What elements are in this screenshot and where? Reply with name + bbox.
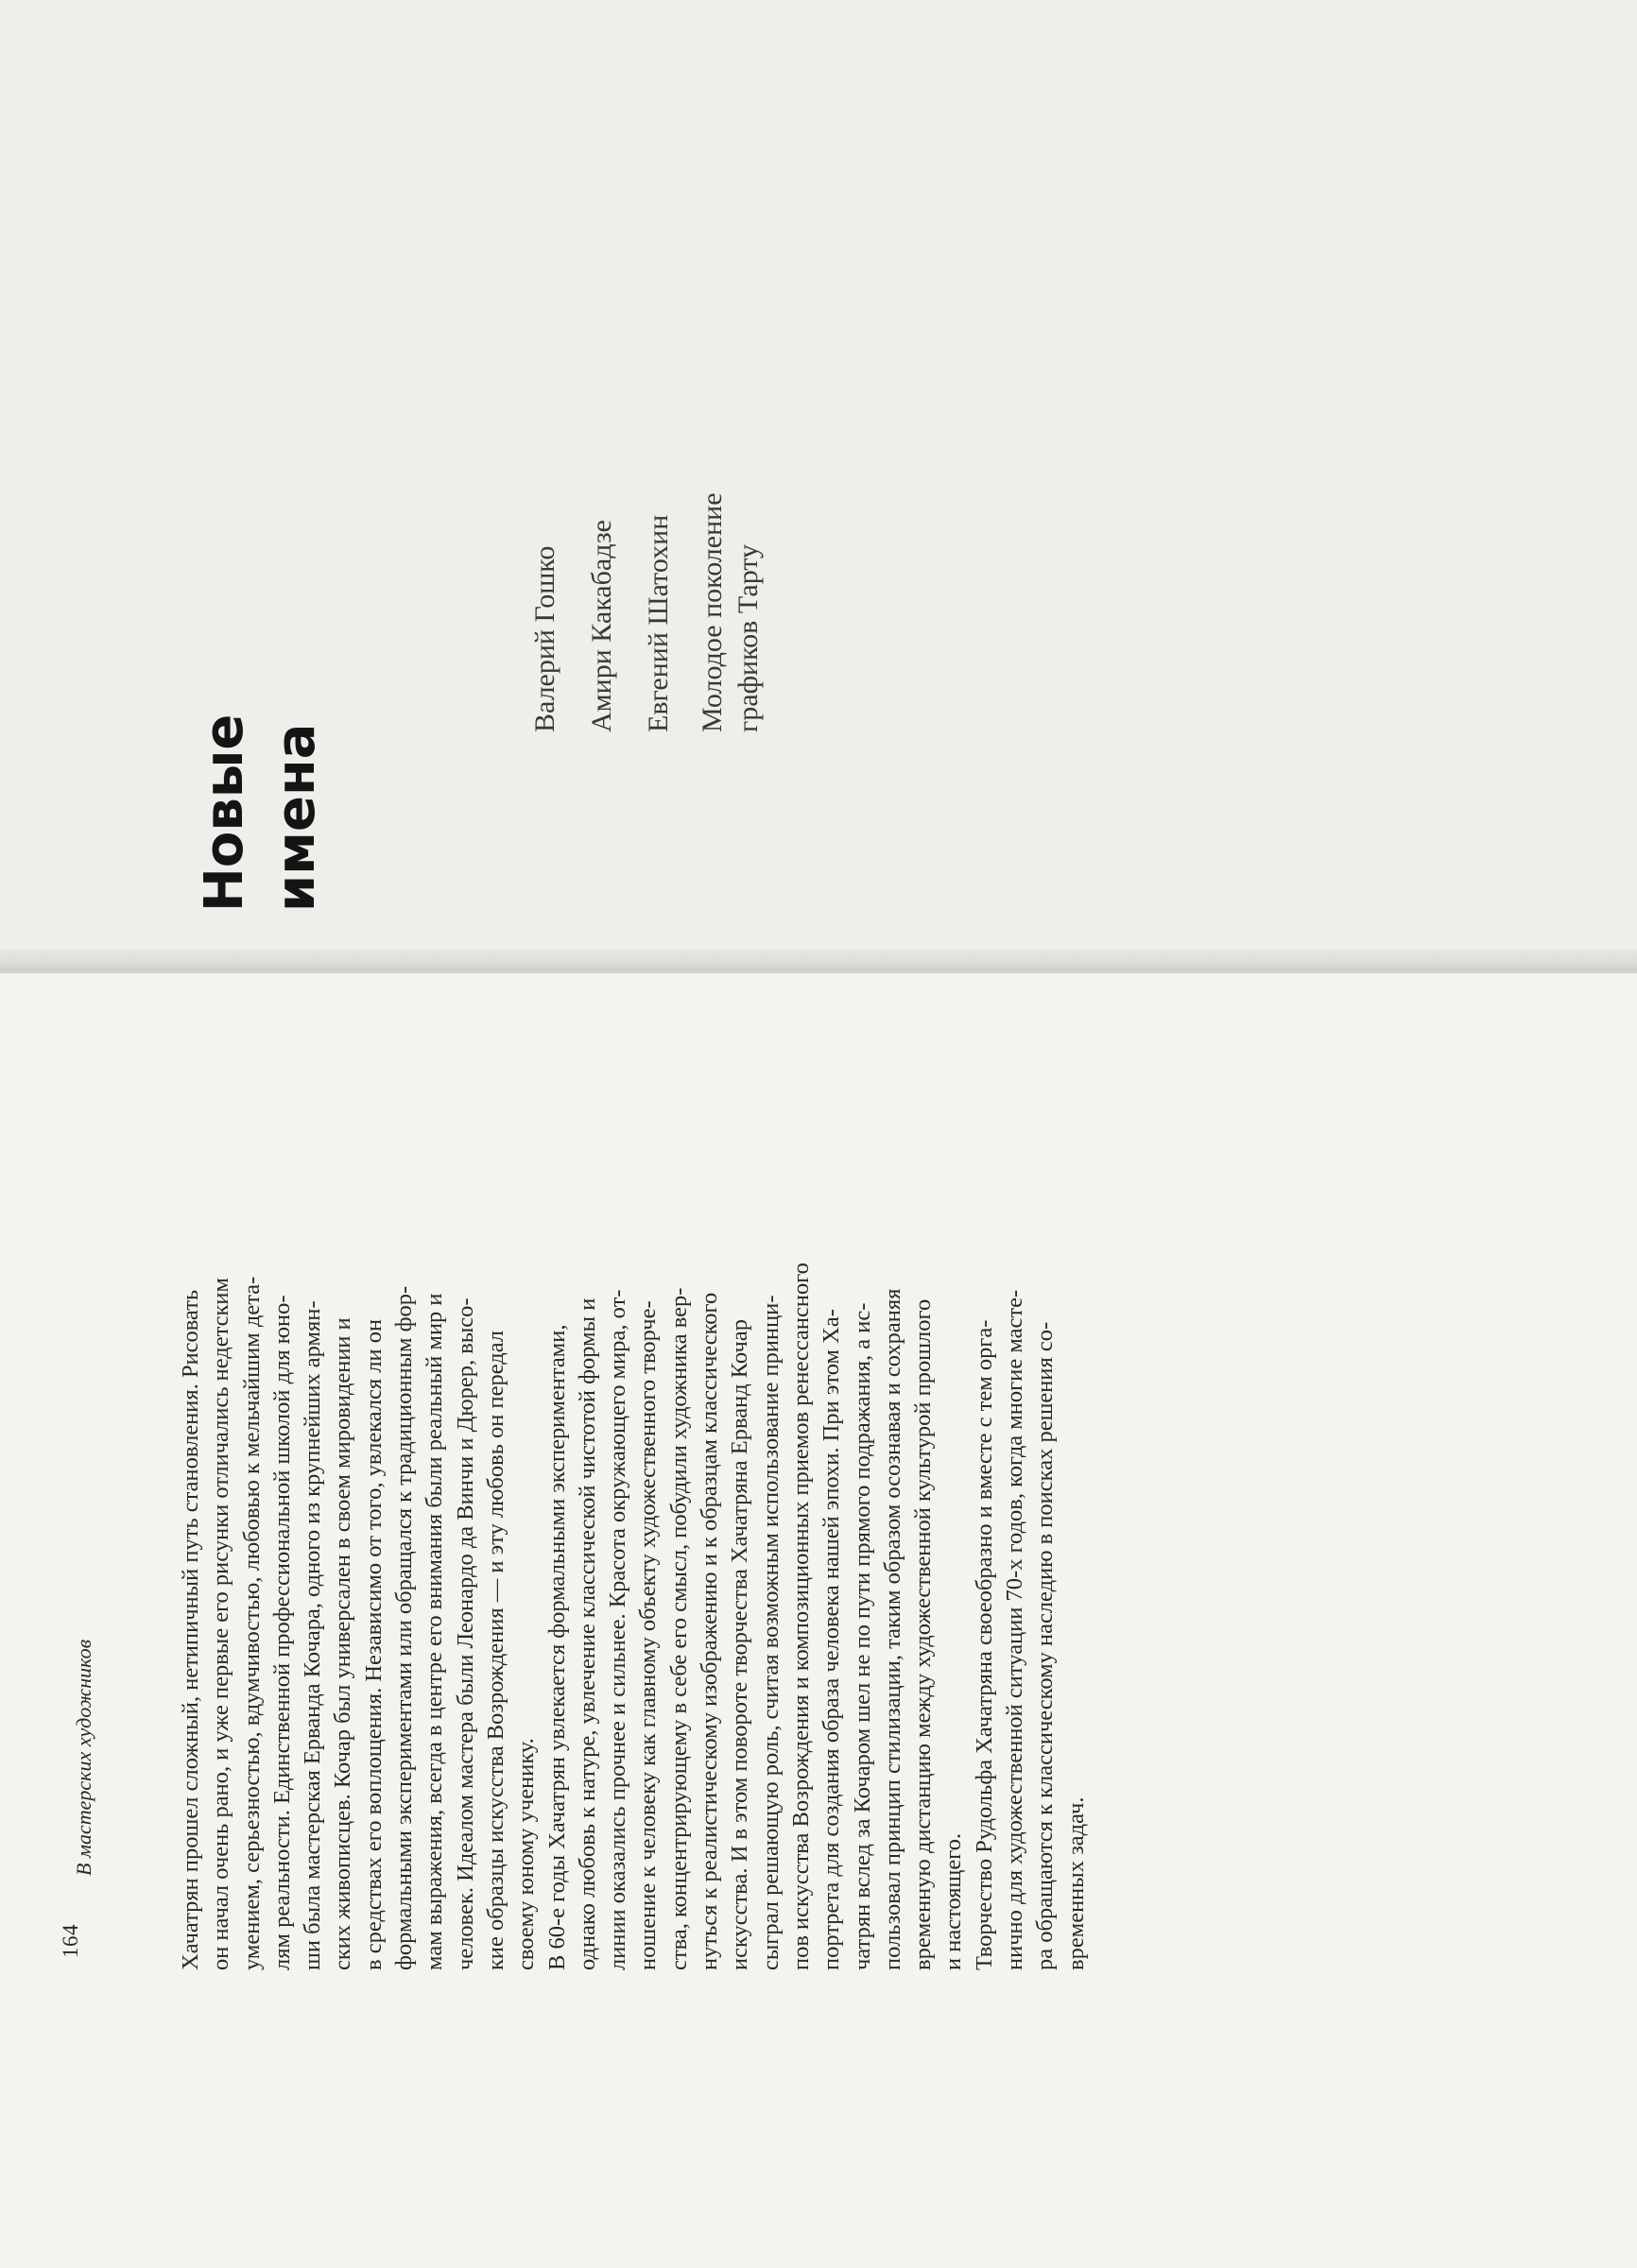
body-line: искусства. И в этом повороте творчества Хачатряна Ерванд Кочар bbox=[727, 1319, 753, 1970]
body-line: он начал очень рано, и уже первые его рисунки отличались недетским bbox=[208, 1277, 234, 1970]
body-line: лям реальности. Единственной профессиональной школой для юно- bbox=[268, 1295, 295, 1970]
body-line: человек. Идеалом мастера были Леонардо да Винчи и Дюрер, высо- bbox=[452, 1297, 478, 1970]
contents-item bbox=[638, 260, 679, 732]
body-line: сыграл решающую роль, считая возможным использование принци- bbox=[757, 1295, 784, 1970]
body-line: пов искусства Возрождения и композиционных приемов ренессансного bbox=[787, 1263, 814, 1970]
contents-item bbox=[581, 260, 622, 732]
body-line: ши была мастерская Ервандa Кочара, одного из крупнейших армян- bbox=[300, 1300, 326, 1970]
body-line: нуться к реалистическому изображению и к образцам классического bbox=[697, 1292, 723, 1970]
section-title bbox=[189, 628, 333, 912]
body-line: ских живописцев. Кочар был универсален в своем мировидении и bbox=[330, 1317, 356, 1970]
contents-item bbox=[525, 260, 565, 732]
body-line: пользовал принцип стилизации, таким образом осознавая и сохраняя bbox=[879, 1288, 905, 1970]
body-line: нично для художественной ситуации 70-х годов, когда многие масте- bbox=[1002, 1289, 1028, 1970]
contents-list bbox=[525, 260, 767, 732]
body-line: чатрян вслед за Кочаром шел не по пути прямого подражания, а ис- bbox=[849, 1302, 875, 1970]
contents-item-line: Молодое поколение bbox=[697, 492, 728, 732]
body-line: своему юному ученику. bbox=[513, 1738, 540, 1970]
contents-item-line: Валерий Гошко bbox=[529, 545, 560, 732]
body-line: ношение к человеку как главному объекту художественного творче- bbox=[635, 1300, 662, 1970]
contents-item bbox=[695, 260, 767, 732]
running-head: В мастерских художников bbox=[72, 1639, 95, 1876]
body-line: портрета для создания образа человека нашей эпохи. При этом Ха- bbox=[818, 1309, 845, 1970]
contents-item-line: графиков Тарту bbox=[732, 543, 764, 732]
body-line: кие образцы искусства Возрождения — и эту любовь он передал bbox=[482, 1330, 508, 1970]
title-line: имена bbox=[266, 723, 327, 912]
page-number: 164 bbox=[59, 1924, 82, 1958]
body-line: в средствах его воплощения. Независимо от того, увлекался ли он bbox=[360, 1318, 387, 1970]
body-text bbox=[176, 983, 1092, 1970]
body-line: формальными экспериментами или обращался к традиционным фор- bbox=[391, 1285, 418, 1970]
body-line: умением, серьезностью, вдумчивостью, любовью к мельчайшим дета- bbox=[238, 1276, 265, 1970]
body-line: В 60-е годы Хачатрян увлекается формальными экспериментами, bbox=[543, 1324, 570, 1970]
body-line: линии оказались прочнее и сильнее. Красота окружающего мира, от- bbox=[605, 1289, 631, 1970]
body-line: ра обращаются к классическому наследию в поисках решения со- bbox=[1032, 1321, 1059, 1970]
body-line: Творчество Рудольфа Хачатряна своеобразно и вместе с тем орга- bbox=[971, 1319, 997, 1970]
body-line: и настоящего. bbox=[940, 1832, 967, 1970]
body-line: ства, концентрирующему в себе его смысл, побудили художника вер- bbox=[665, 1287, 692, 1970]
body-line: временную дистанцию между художественной культурой прошлого bbox=[910, 1298, 937, 1970]
body-line: мам выражения, всегда в центре его внимания были реальный мир и bbox=[422, 1293, 448, 1970]
body-line: Хачатрян прошел сложный, нетипичный путь становления. Рисовать bbox=[178, 1289, 203, 1970]
title-line: Новые bbox=[194, 713, 255, 912]
body-line: однако любовь к натуре, увлечение классической чистотой формы и bbox=[574, 1297, 600, 1970]
body-line: временных задач. bbox=[1062, 1796, 1089, 1970]
contents-item-line: Евгений Шатохин bbox=[643, 514, 674, 732]
contents-item-line: Амири Какабадзе bbox=[586, 520, 617, 732]
